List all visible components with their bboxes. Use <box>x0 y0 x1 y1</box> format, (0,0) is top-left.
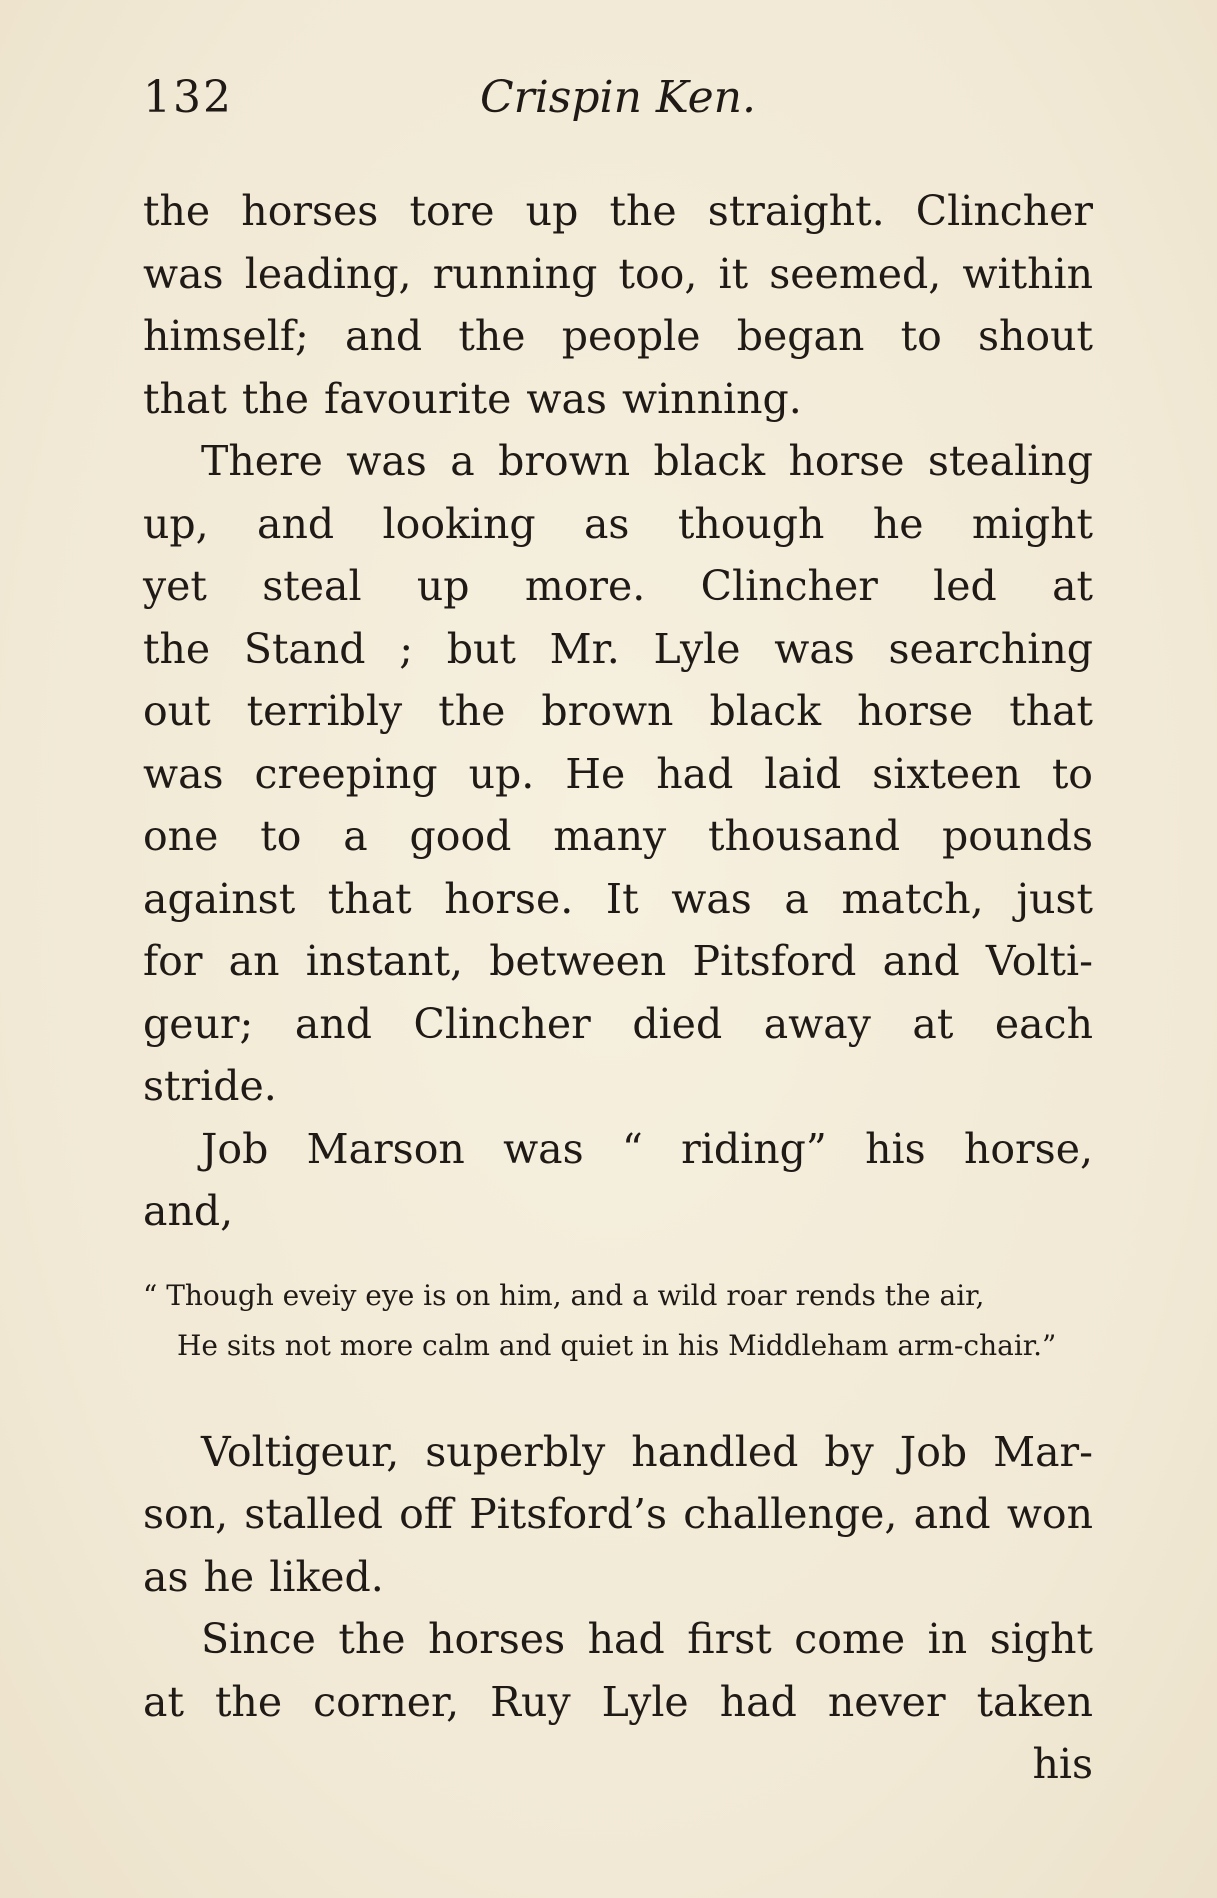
catchword: his <box>1032 1740 1093 1788</box>
text-line: as he liked. <box>143 1552 384 1601</box>
verse-line: He sits not more calm and quiet in his Middleham arm-chair.” <box>177 1328 1057 1362</box>
text-line: Voltigeur, superbly handled by Job Mar- <box>201 1427 1093 1476</box>
running-title: Crispin Ken. <box>480 72 756 123</box>
verse-quote <box>143 1271 1093 1371</box>
running-head <box>143 72 1093 132</box>
text-line: himself; and the people began to shout <box>143 312 1093 360</box>
text-line: was creeping up. He had laid sixteen to <box>143 749 1093 798</box>
text-line: against that horse. It was a match, just <box>143 874 1093 923</box>
verse-line: “ Though eveiy eye is on him, and a wild roar rends the air, <box>143 1278 985 1312</box>
text-line: Since the horses had first come in sight <box>201 1615 1093 1663</box>
page-number: 132 <box>143 72 233 123</box>
text-line: Job Marson was “ riding” his horse, <box>201 1124 1093 1173</box>
text-line: son, stalled off Pitsford’s challenge, and won <box>143 1490 1093 1538</box>
text-line: was leading, running too, it seemed, within <box>143 249 1093 298</box>
text-line: for an instant, between Pitsford and Volti- <box>143 937 1093 985</box>
text-line: yet steal up more. Clincher led at <box>143 562 1093 610</box>
body-text <box>143 180 1093 1796</box>
text-line: at the corner, Ruy Lyle had never taken <box>143 1677 1093 1726</box>
text-line: There was a brown black horse stealing <box>201 437 1093 485</box>
text-line: up, and looking as though he might <box>143 499 1093 548</box>
text-line: the horses tore up the straight. Clincher <box>143 187 1093 235</box>
text-line: one to a good many thousand pounds <box>143 812 1093 860</box>
text-line: stride. <box>143 1062 277 1110</box>
text-line: that the favourite was winning. <box>143 374 802 423</box>
text-line: geur; and Clincher died away at each <box>143 999 1093 1048</box>
text-line: out terribly the brown black horse that <box>143 687 1093 735</box>
text-line: and, <box>143 1187 234 1235</box>
text-line: the Stand ; but Mr. Lyle was searching <box>143 624 1093 673</box>
